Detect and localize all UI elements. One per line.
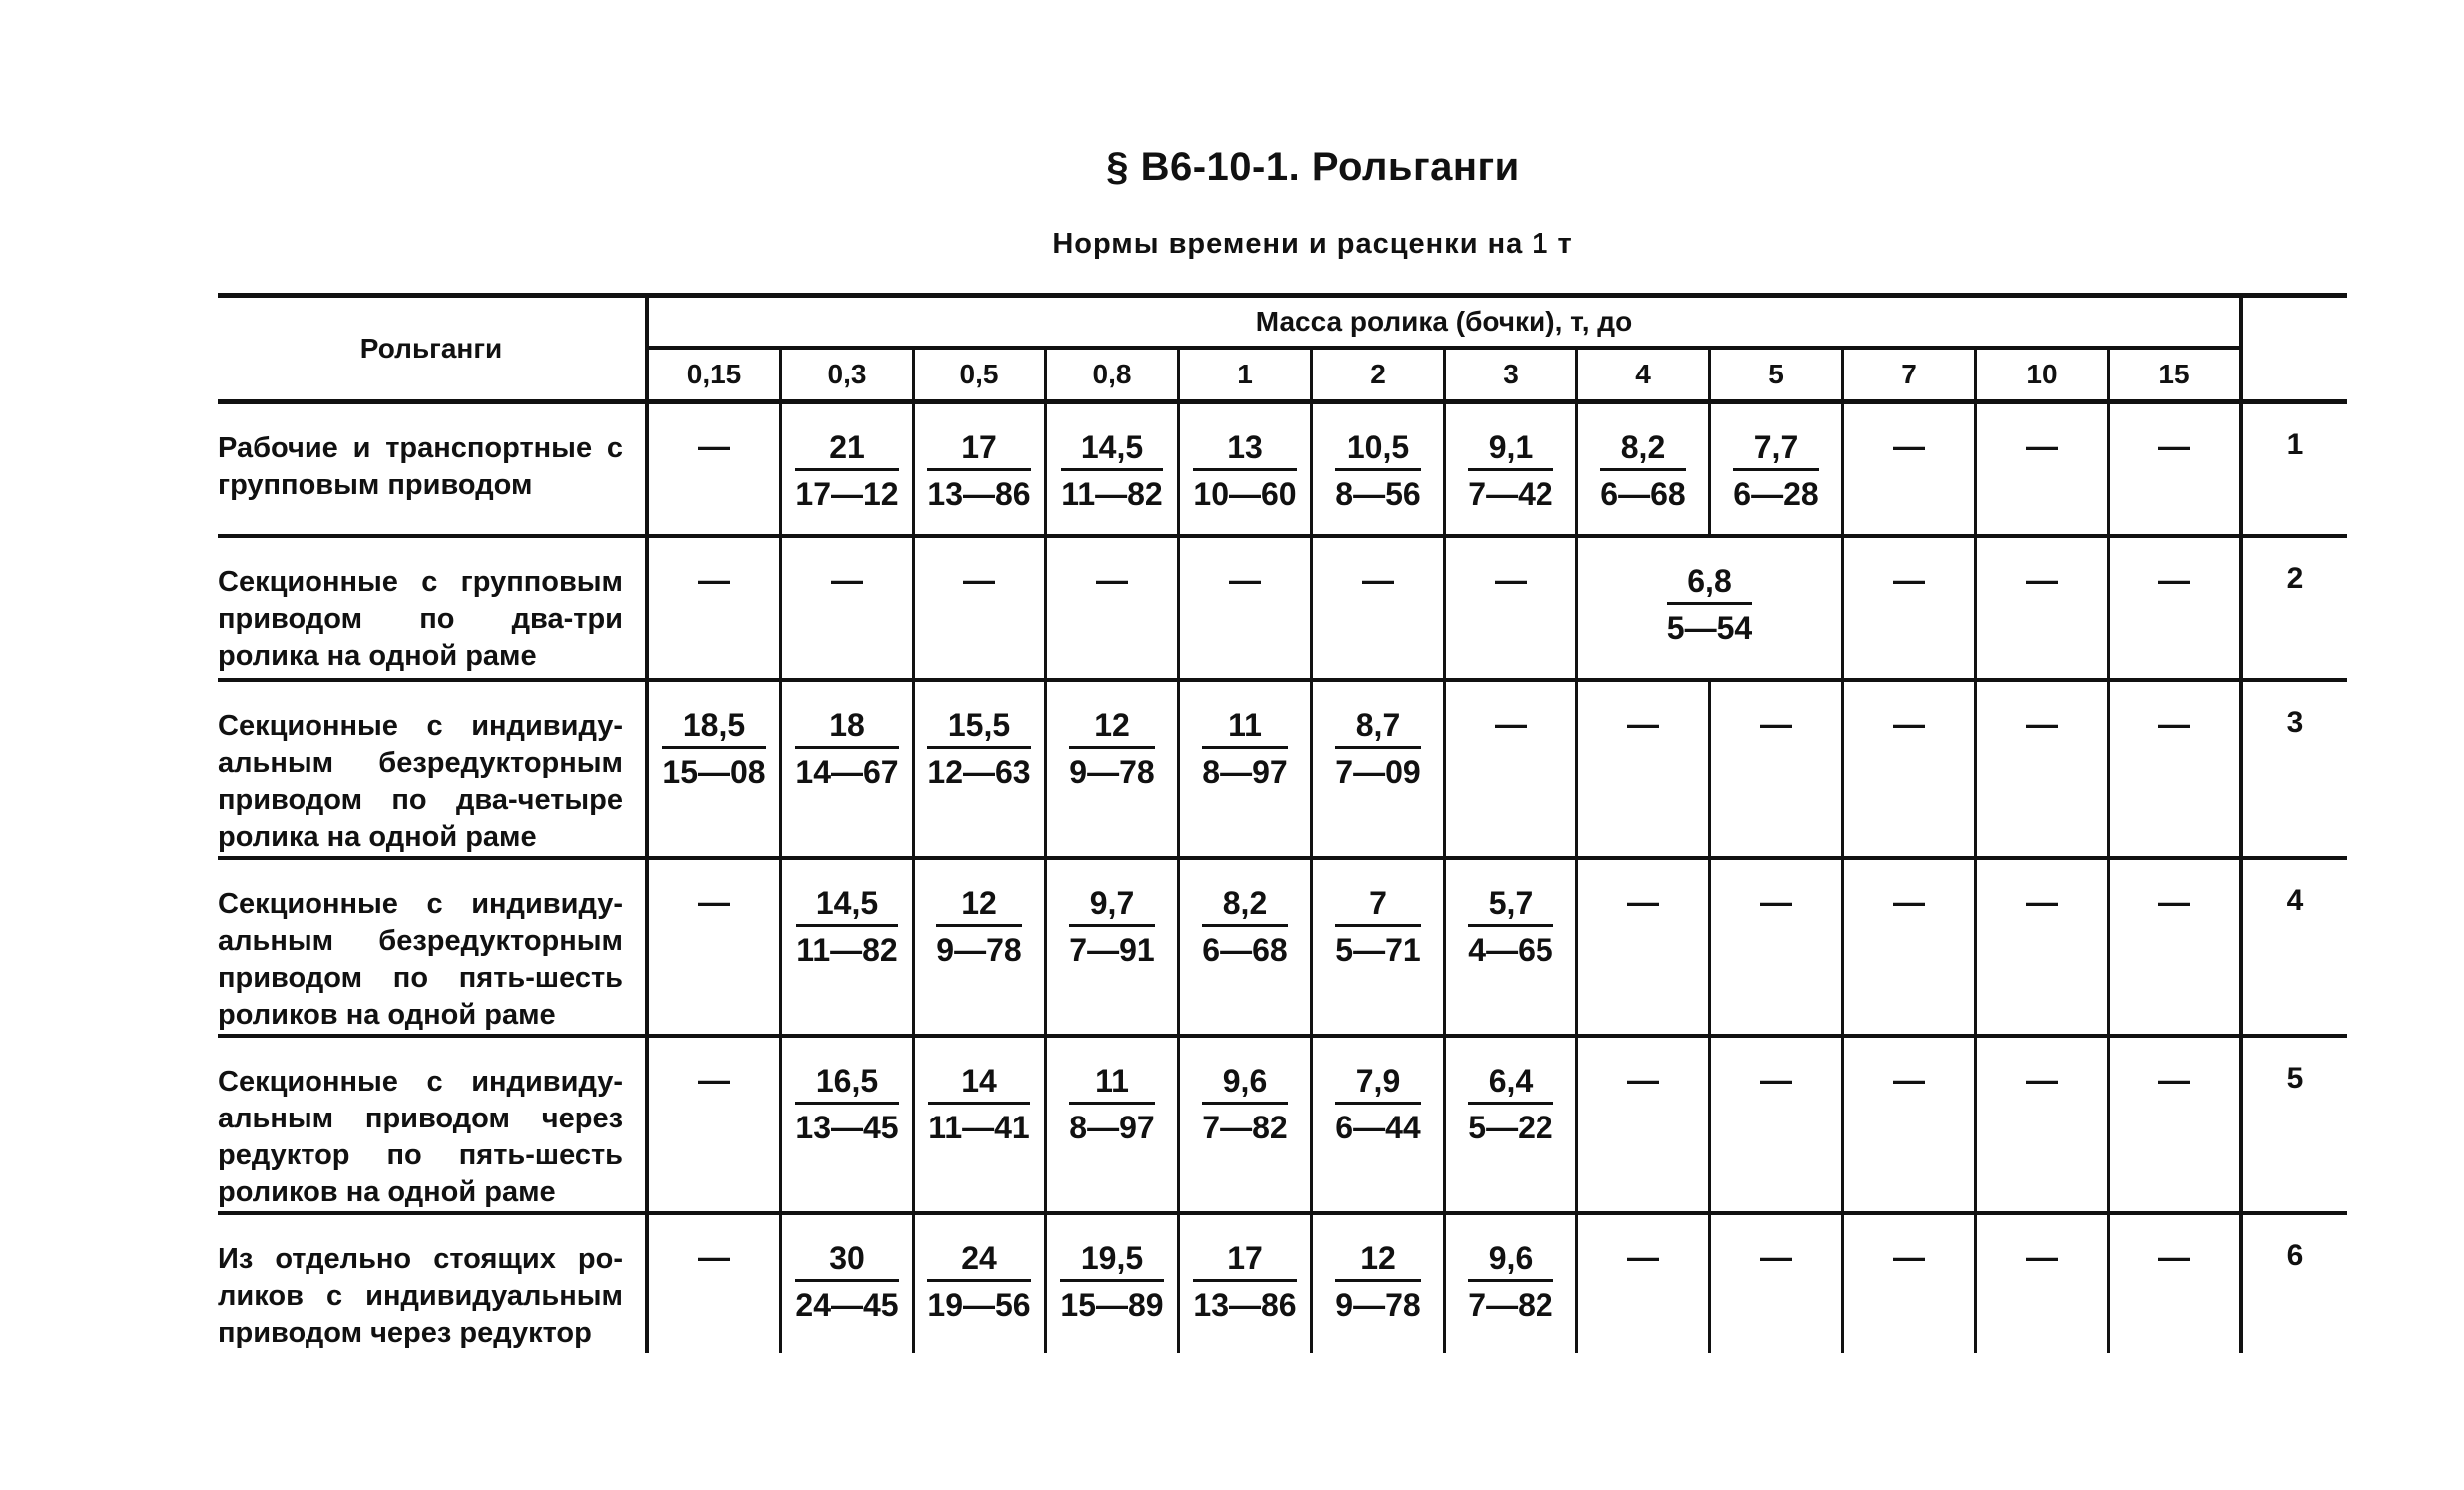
time-norm: 14 [928, 1062, 1029, 1105]
row-number: 6 [2286, 1238, 2304, 1272]
table-row [218, 680, 2347, 858]
rate-value: 8—56 [1335, 476, 1421, 512]
table-cell [1046, 680, 1179, 858]
time-norm: 17 [1193, 1239, 1296, 1282]
table-cell [1976, 1213, 2109, 1353]
row-label: Рабочие и транспортные с групповым приводом [218, 402, 647, 536]
time-norm: 5,7 [1468, 884, 1552, 927]
empty-dash: — [1893, 428, 1925, 464]
time-norm: 12 [936, 884, 1021, 927]
table-cell [1843, 1213, 1976, 1353]
time-norm: 14,5 [1061, 428, 1162, 471]
table-cell [1710, 1036, 1843, 1213]
empty-dash: — [2158, 883, 2190, 920]
table-cell [647, 1213, 781, 1353]
time-norm: 7,7 [1733, 428, 1818, 471]
rate-value: 8—97 [1202, 753, 1288, 790]
empty-dash: — [1893, 883, 1925, 920]
rate-value: 15—08 [662, 753, 766, 790]
rate-value: 7—82 [1202, 1109, 1288, 1145]
mass-value-header: 0,8 [1046, 348, 1179, 402]
empty-dash: — [2026, 883, 2058, 920]
table-cell [1179, 1036, 1312, 1213]
empty-dash: — [2026, 1238, 2058, 1275]
mass-value-header: 2 [1312, 348, 1445, 402]
table-cell [1976, 536, 2109, 680]
table-cell [1710, 1213, 1843, 1353]
table-cell [647, 680, 781, 858]
time-norm: 12 [1335, 1239, 1420, 1282]
table-cell [1976, 858, 2109, 1036]
rate-value: 7—82 [1468, 1286, 1553, 1323]
time-norm: 8,2 [1202, 884, 1287, 927]
table-cell [1445, 536, 1577, 680]
table-cell [1710, 680, 1843, 858]
mass-value-header: 0,15 [647, 348, 781, 402]
mass-value-header: 4 [1577, 348, 1710, 402]
norm-fraction [936, 884, 1021, 969]
row-number: 3 [2241, 680, 2347, 858]
rate-value: 4—65 [1468, 931, 1553, 968]
table-cell [1843, 858, 1976, 1036]
table-cell [914, 680, 1046, 858]
norm-fraction [1600, 428, 1685, 513]
mass-value-header: 7 [1843, 348, 1976, 402]
rate-value: 10—60 [1193, 476, 1297, 512]
row-label: Секционные с индивидуальным приводом через редуктор по пять-шесть роликов на одной раме [218, 1036, 647, 1213]
table-cell [914, 536, 1046, 680]
rate-value: 7—09 [1335, 753, 1421, 790]
empty-dash: — [2158, 1061, 2190, 1098]
time-norm: 10,5 [1335, 428, 1420, 471]
table-cell [2109, 536, 2242, 680]
norm-fraction [1335, 1062, 1420, 1146]
norms-table [218, 293, 2347, 1353]
time-norm: 17 [927, 428, 1030, 471]
table-cell [1445, 1213, 1577, 1353]
table-cell [1179, 680, 1312, 858]
table-cell [647, 402, 781, 536]
norm-fraction [927, 428, 1030, 513]
row-header: Рольганги [218, 296, 647, 402]
mass-value-header: 10 [1976, 348, 2109, 402]
time-norm: 8,2 [1600, 428, 1685, 471]
time-norm: 6,4 [1468, 1062, 1552, 1105]
norm-fraction [662, 706, 765, 791]
table-cell [1312, 1036, 1445, 1213]
norm-fraction [1667, 562, 1752, 647]
time-norm: 7,9 [1335, 1062, 1420, 1105]
table-cell [781, 858, 914, 1036]
table-cell [1577, 1036, 1710, 1213]
norm-fraction [1468, 428, 1552, 513]
time-norm: 15,5 [927, 706, 1030, 749]
rate-value: 17—12 [795, 476, 899, 512]
mass-value-header: 3 [1445, 348, 1577, 402]
rate-value: 5—71 [1335, 931, 1421, 968]
empty-dash: — [1760, 883, 1792, 920]
table-cell [781, 536, 914, 680]
time-norm: 9,6 [1468, 1239, 1552, 1282]
time-norm: 19,5 [1060, 1239, 1163, 1282]
table-cell [914, 858, 1046, 1036]
rate-value: 7—42 [1468, 476, 1553, 512]
table-cell [1179, 536, 1312, 680]
empty-dash: — [831, 561, 863, 598]
rate-value: 7—91 [1069, 931, 1155, 968]
norm-fraction [1060, 1239, 1163, 1324]
mass-caption: Масса ролика (бочки), т, до [647, 296, 2241, 349]
table-cell [647, 536, 781, 680]
empty-dash: — [698, 428, 730, 464]
norm-fraction [927, 1239, 1030, 1324]
empty-dash: — [2026, 1061, 2058, 1098]
table-cell [1843, 402, 1976, 536]
empty-dash: — [1760, 1238, 1792, 1275]
time-norm: 11 [1069, 1062, 1154, 1105]
empty-dash: — [1893, 1238, 1925, 1275]
row-label: Секционные с групповым приводом по два-три ролика на одной раме [218, 536, 647, 680]
table-cell [1577, 536, 1843, 680]
empty-dash: — [1760, 705, 1792, 742]
mass-value-header: 5 [1710, 348, 1843, 402]
time-norm: 12 [1069, 706, 1154, 749]
empty-dash: — [2158, 561, 2190, 598]
empty-dash: — [2158, 705, 2190, 742]
rate-value: 8—97 [1069, 1109, 1155, 1145]
mass-value-header: 15 [2109, 348, 2242, 402]
table-cell [1577, 680, 1710, 858]
rate-value: 13—45 [795, 1109, 899, 1145]
empty-dash: — [1627, 883, 1659, 920]
table-cell [914, 1213, 1046, 1353]
norm-fraction [928, 1062, 1029, 1146]
empty-dash: — [1893, 705, 1925, 742]
table-cell [1976, 1036, 2109, 1213]
table-cell [1710, 402, 1843, 536]
time-norm: 24 [927, 1239, 1030, 1282]
header-row-caption [218, 296, 2347, 349]
table-cell [1577, 1213, 1710, 1353]
norm-fraction [795, 1239, 898, 1324]
empty-dash: — [698, 1238, 730, 1275]
table-cell [781, 1213, 914, 1353]
table-row [218, 402, 2347, 536]
table-cell [1179, 858, 1312, 1036]
rate-value: 9—78 [936, 931, 1022, 968]
norm-fraction [1335, 706, 1420, 791]
table-cell [1843, 680, 1976, 858]
table-cell [2109, 1036, 2242, 1213]
norm-fraction [795, 1062, 898, 1146]
norm-fraction [1202, 1062, 1287, 1146]
time-norm: 6,8 [1667, 562, 1752, 605]
row-number-header [2241, 296, 2347, 402]
table-cell [647, 858, 781, 1036]
table-cell [781, 402, 914, 536]
norm-fraction [1193, 428, 1296, 513]
table-cell [1577, 402, 1710, 536]
rate-value: 11—82 [796, 931, 898, 968]
empty-dash: — [1893, 1061, 1925, 1098]
table-row [218, 536, 2347, 680]
table-cell [1312, 858, 1445, 1036]
empty-dash: — [1627, 1238, 1659, 1275]
rate-value: 6—28 [1733, 476, 1819, 512]
rate-value: 5—54 [1666, 609, 1753, 646]
norm-fraction [1468, 1062, 1552, 1146]
time-norm: 30 [795, 1239, 898, 1282]
table-cell [1179, 402, 1312, 536]
norm-fraction [1069, 706, 1154, 791]
norm-fraction [1335, 1239, 1420, 1324]
table-cell [1445, 680, 1577, 858]
page-title: § В6-10-1. Рольганги [1106, 145, 1520, 189]
empty-dash: — [963, 561, 995, 598]
norm-fraction [1193, 1239, 1296, 1324]
table-subtitle: Нормы времени и расценки на 1 т [1052, 228, 1573, 260]
norm-fraction [1069, 1062, 1154, 1146]
table-cell [1312, 402, 1445, 536]
table-cell [914, 402, 1046, 536]
row-label: Из отдельно стоящих роликов с индивидуальным приводом через редуктор [218, 1213, 647, 1353]
table-row [218, 1213, 2347, 1353]
empty-dash: — [2026, 705, 2058, 742]
row-label: Секционные с индивидуальным безредукторным приводом по два-четыре ролика на одной раме [218, 680, 647, 858]
time-norm: 13 [1193, 428, 1296, 471]
table-cell [781, 680, 914, 858]
time-norm: 9,7 [1069, 884, 1154, 927]
empty-dash: — [2158, 428, 2190, 464]
table-cell [1710, 858, 1843, 1036]
empty-dash: — [2158, 1238, 2190, 1275]
empty-dash: — [1495, 561, 1527, 598]
norm-fraction [1069, 884, 1154, 969]
empty-dash: — [698, 883, 730, 920]
norm-fraction [1202, 706, 1287, 791]
empty-dash: — [1627, 1061, 1659, 1098]
table-cell [647, 1036, 781, 1213]
empty-dash: — [2026, 561, 2058, 598]
table-cell [1046, 1213, 1179, 1353]
table-cell [1976, 402, 2109, 536]
empty-dash: — [1893, 561, 1925, 598]
rate-value: 11—41 [928, 1109, 1030, 1145]
rate-value: 19—56 [927, 1286, 1031, 1323]
rate-value: 12—63 [927, 753, 1031, 790]
rate-value: 14—67 [795, 753, 899, 790]
rate-value: 11—82 [1061, 476, 1163, 512]
time-norm: 7 [1335, 884, 1420, 927]
norm-fraction [1335, 884, 1420, 969]
table-cell [1312, 680, 1445, 858]
empty-dash: — [1627, 705, 1659, 742]
row-number: 1 [2241, 402, 2347, 536]
empty-dash: — [1096, 561, 1128, 598]
table-cell [1179, 1213, 1312, 1353]
norm-fraction [1335, 428, 1420, 513]
rate-value: 15—89 [1060, 1286, 1164, 1323]
norm-fraction [1061, 428, 1162, 513]
norm-fraction [1733, 428, 1818, 513]
norm-fraction [927, 706, 1030, 791]
mass-value-header: 0,5 [914, 348, 1046, 402]
time-norm: 9,6 [1202, 1062, 1287, 1105]
table-cell [1046, 1036, 1179, 1213]
table-cell [2109, 680, 2242, 858]
rate-value: 9—78 [1335, 1286, 1421, 1323]
norm-fraction [795, 428, 898, 513]
norm-fraction [795, 706, 898, 791]
table-row [218, 1036, 2347, 1213]
table-body [218, 402, 2347, 1353]
rate-value: 5—22 [1468, 1109, 1553, 1145]
rate-value: 6—44 [1335, 1109, 1421, 1145]
table-cell [2109, 402, 2242, 536]
table-cell [1046, 536, 1179, 680]
table-cell [1843, 536, 1976, 680]
time-norm: 21 [795, 428, 898, 471]
norm-fraction [1202, 884, 1287, 969]
norm-fraction [1468, 884, 1552, 969]
rate-value: 24—45 [795, 1286, 899, 1323]
empty-dash: — [1760, 1061, 1792, 1098]
empty-dash: — [1495, 705, 1527, 742]
empty-dash: — [698, 1061, 730, 1098]
rate-value: 13—86 [927, 476, 1031, 512]
time-norm: 8,7 [1335, 706, 1420, 749]
rate-value: 9—78 [1069, 753, 1155, 790]
time-norm: 14,5 [796, 884, 897, 927]
row-number: 4 [2241, 858, 2347, 1036]
norm-fraction [796, 884, 897, 969]
rate-value: 6—68 [1600, 476, 1686, 512]
time-norm: 16,5 [795, 1062, 898, 1105]
time-norm: 18 [795, 706, 898, 749]
row-number: 5 [2241, 1036, 2347, 1213]
time-norm: 18,5 [662, 706, 765, 749]
rate-value: 13—86 [1193, 1286, 1297, 1323]
table-cell [1445, 1036, 1577, 1213]
table-cell [914, 1036, 1046, 1213]
empty-dash: — [1362, 561, 1394, 598]
mass-value-header: 0,3 [781, 348, 914, 402]
table-cell [1577, 858, 1710, 1036]
row-label: Секционные с индивидуальным безредукторным приводом по пять-шесть роликов на одной раме [218, 858, 647, 1036]
norm-fraction [1468, 1239, 1552, 1324]
empty-dash: — [1229, 561, 1261, 598]
empty-dash: — [698, 561, 730, 598]
table-cell [1843, 1036, 1976, 1213]
table-cell [1445, 402, 1577, 536]
table-cell [1445, 858, 1577, 1036]
table-cell [2109, 858, 2242, 1036]
table-cell [1312, 536, 1445, 680]
time-norm: 9,1 [1468, 428, 1552, 471]
table-row [218, 858, 2347, 1036]
time-norm: 11 [1202, 706, 1287, 749]
empty-dash: — [2026, 428, 2058, 464]
table-cell [1046, 858, 1179, 1036]
table-cell [781, 1036, 914, 1213]
rate-value: 6—68 [1202, 931, 1288, 968]
table-cell [1976, 680, 2109, 858]
row-number: 2 [2241, 536, 2347, 680]
table-cell [2109, 1213, 2242, 1353]
table-cell [1312, 1213, 1445, 1353]
mass-value-header: 1 [1179, 348, 1312, 402]
table-cell [1046, 402, 1179, 536]
